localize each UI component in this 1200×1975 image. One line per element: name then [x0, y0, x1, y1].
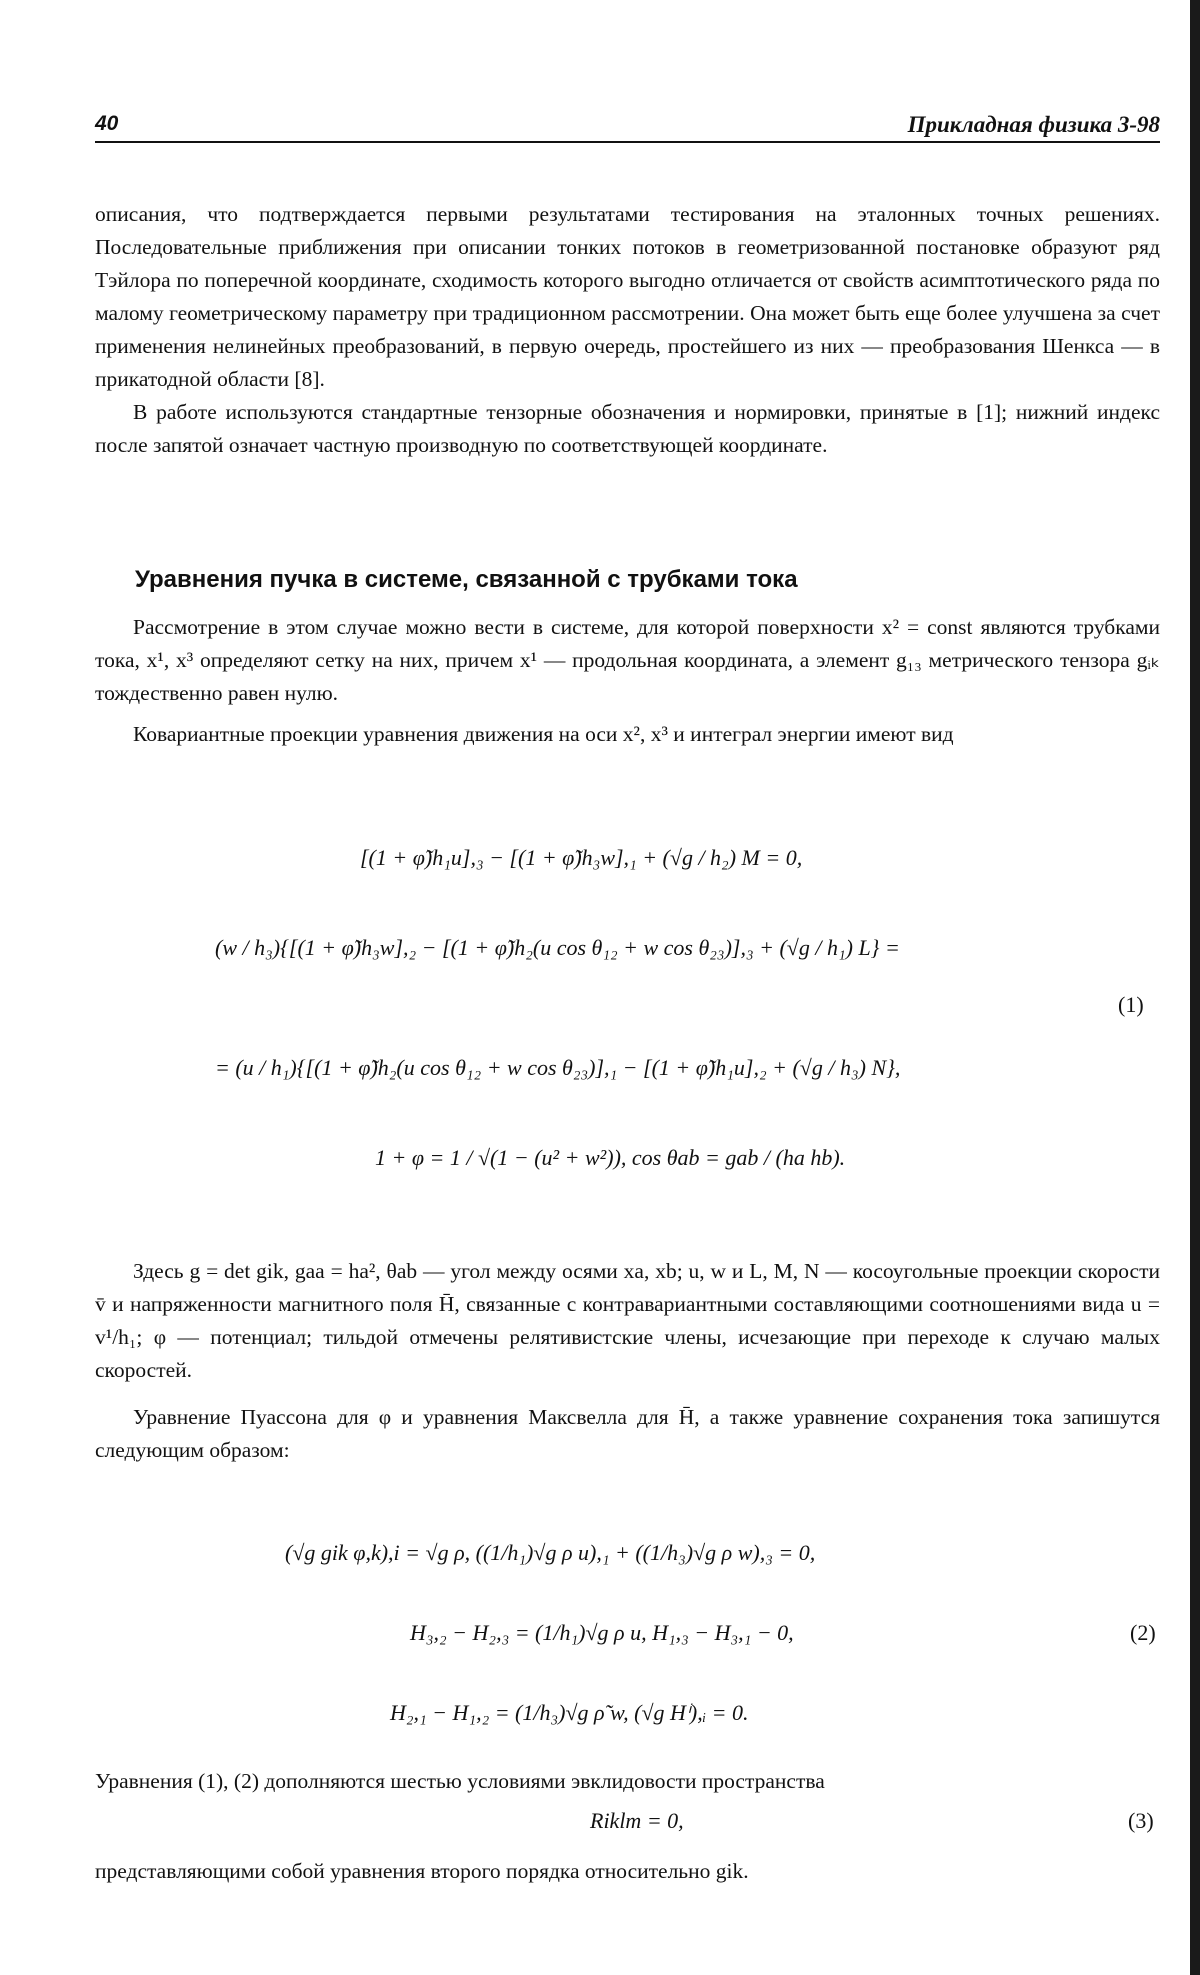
section-paragraph-2: Ковариантные проекции уравнения движения на оси x², x³ и интеграл энергии имеют вид	[133, 722, 954, 746]
explanation-paragraph-1: Здесь g = det gik, gaa = ha², θab — угол между осями xa, xb; u, w и L, M, N — косоугольные проекции скорости v̄ и напряженности магнитного поля H̄, связанные с контравариантными составляющими соотношениями вида u = v¹/h₁; φ — потенциал; тильдой отмечены релятивистские члены, исчезающие при переходе к случаю малых скоростей.	[95, 1259, 1160, 1382]
equation-1b: (w / h₃){[(1 + φ̃)h₃w],₂ − [(1 + φ̃)h₂(u cos θ₁₂ + w cos θ₂₃)],₃ + (√g / h₁) L} =	[215, 935, 900, 960]
closing-paragraph-2: представляющими собой уравнения второго порядка относительно gik.	[95, 1859, 749, 1883]
page-number: 40	[95, 112, 119, 135]
equation-number-2: (2)	[1130, 1620, 1156, 1645]
equation-2a: (√g gik φ,k),i = √g ρ, ((1/h₁)√g ρ u),₁ + ((1/h₃)√g ρ w),₃ = 0,	[285, 1540, 816, 1565]
section-block	[95, 611, 1160, 751]
section-heading: Уравнения пучка в системе, связанной с трубками тока	[135, 566, 798, 593]
equation-3: Riklm = 0,	[590, 1808, 684, 1833]
section-paragraph-1: Рассмотрение в этом случае можно вести в системе, для которой поверхности x² = const являются трубками тока, x¹, x³ определяют сетку на них, причем x¹ — продольная координата, а элемент g₁₃ метрического тензора gᵢₖ тождественно равен нулю.	[95, 615, 1160, 705]
intro-paragraph-1: описания, что подтверждается первыми результатами тестирования на эталонных точных решениях. Последовательные приближения при описании тонких потоков в геометризованной постановке образуют ряд Тэйлора по поперечной координате, сходимость которого выгодно отличается от свойств асимптотического ряда по малому геометрическому параметру при традиционном рассмотрении. Она может быть еще более улучшена за счет применения нелинейных преобразований, в первую очередь, простейшего из них — преобразования Шенкса — в прикатодной области [8].	[95, 202, 1160, 391]
equation-1c: = (u / h₁){[(1 + φ̃)h₂(u cos θ₁₂ + w cos θ₂₃)],₁ − [(1 + φ̃)h₁u],₂ + (√g / h₃) N},	[215, 1055, 901, 1080]
equation-2c: H₂,₁ − H₁,₂ = (1/h₃)√g ρ̃ w, (√g Hⁱ),ᵢ = 0.	[390, 1700, 749, 1725]
page-header	[95, 112, 1160, 144]
equation-number-1: (1)	[1118, 992, 1144, 1017]
journal-title: Прикладная физика 3-98	[907, 112, 1160, 137]
scan-edge	[1190, 0, 1200, 1975]
equation-1d: 1 + φ = 1 / √(1 − (u² + w²)), cos θab = gab / (ha hb).	[375, 1145, 846, 1170]
closing-paragraph-1: Уравнения (1), (2) дополняются шестью условиями эвклидовости пространства	[95, 1769, 825, 1793]
explanation-block	[95, 1255, 1160, 1467]
intro-block	[95, 198, 1160, 462]
intro-paragraph-2: В работе используются стандартные тензорные обозначения и нормировки, принятые в [1]; нижний индекс после запятой означает частную производную по соответствующей координате.	[95, 400, 1160, 457]
equation-1a: [(1 + φ̃)h₁u],₃ − [(1 + φ̃)h₃w],₁ + (√g / h₂) M = 0,	[360, 845, 803, 870]
equation-number-3: (3)	[1128, 1808, 1154, 1833]
explanation-paragraph-2: Уравнение Пуассона для φ и уравнения Максвелла для H̄, а также уравнение сохранения тока запишутся следующим образом:	[95, 1405, 1160, 1462]
header-rule	[95, 141, 1160, 143]
equation-2b: H₃,₂ − H₂,₃ = (1/h₁)√g ρ u, H₁,₃ − H₃,₁ − 0,	[410, 1620, 794, 1645]
